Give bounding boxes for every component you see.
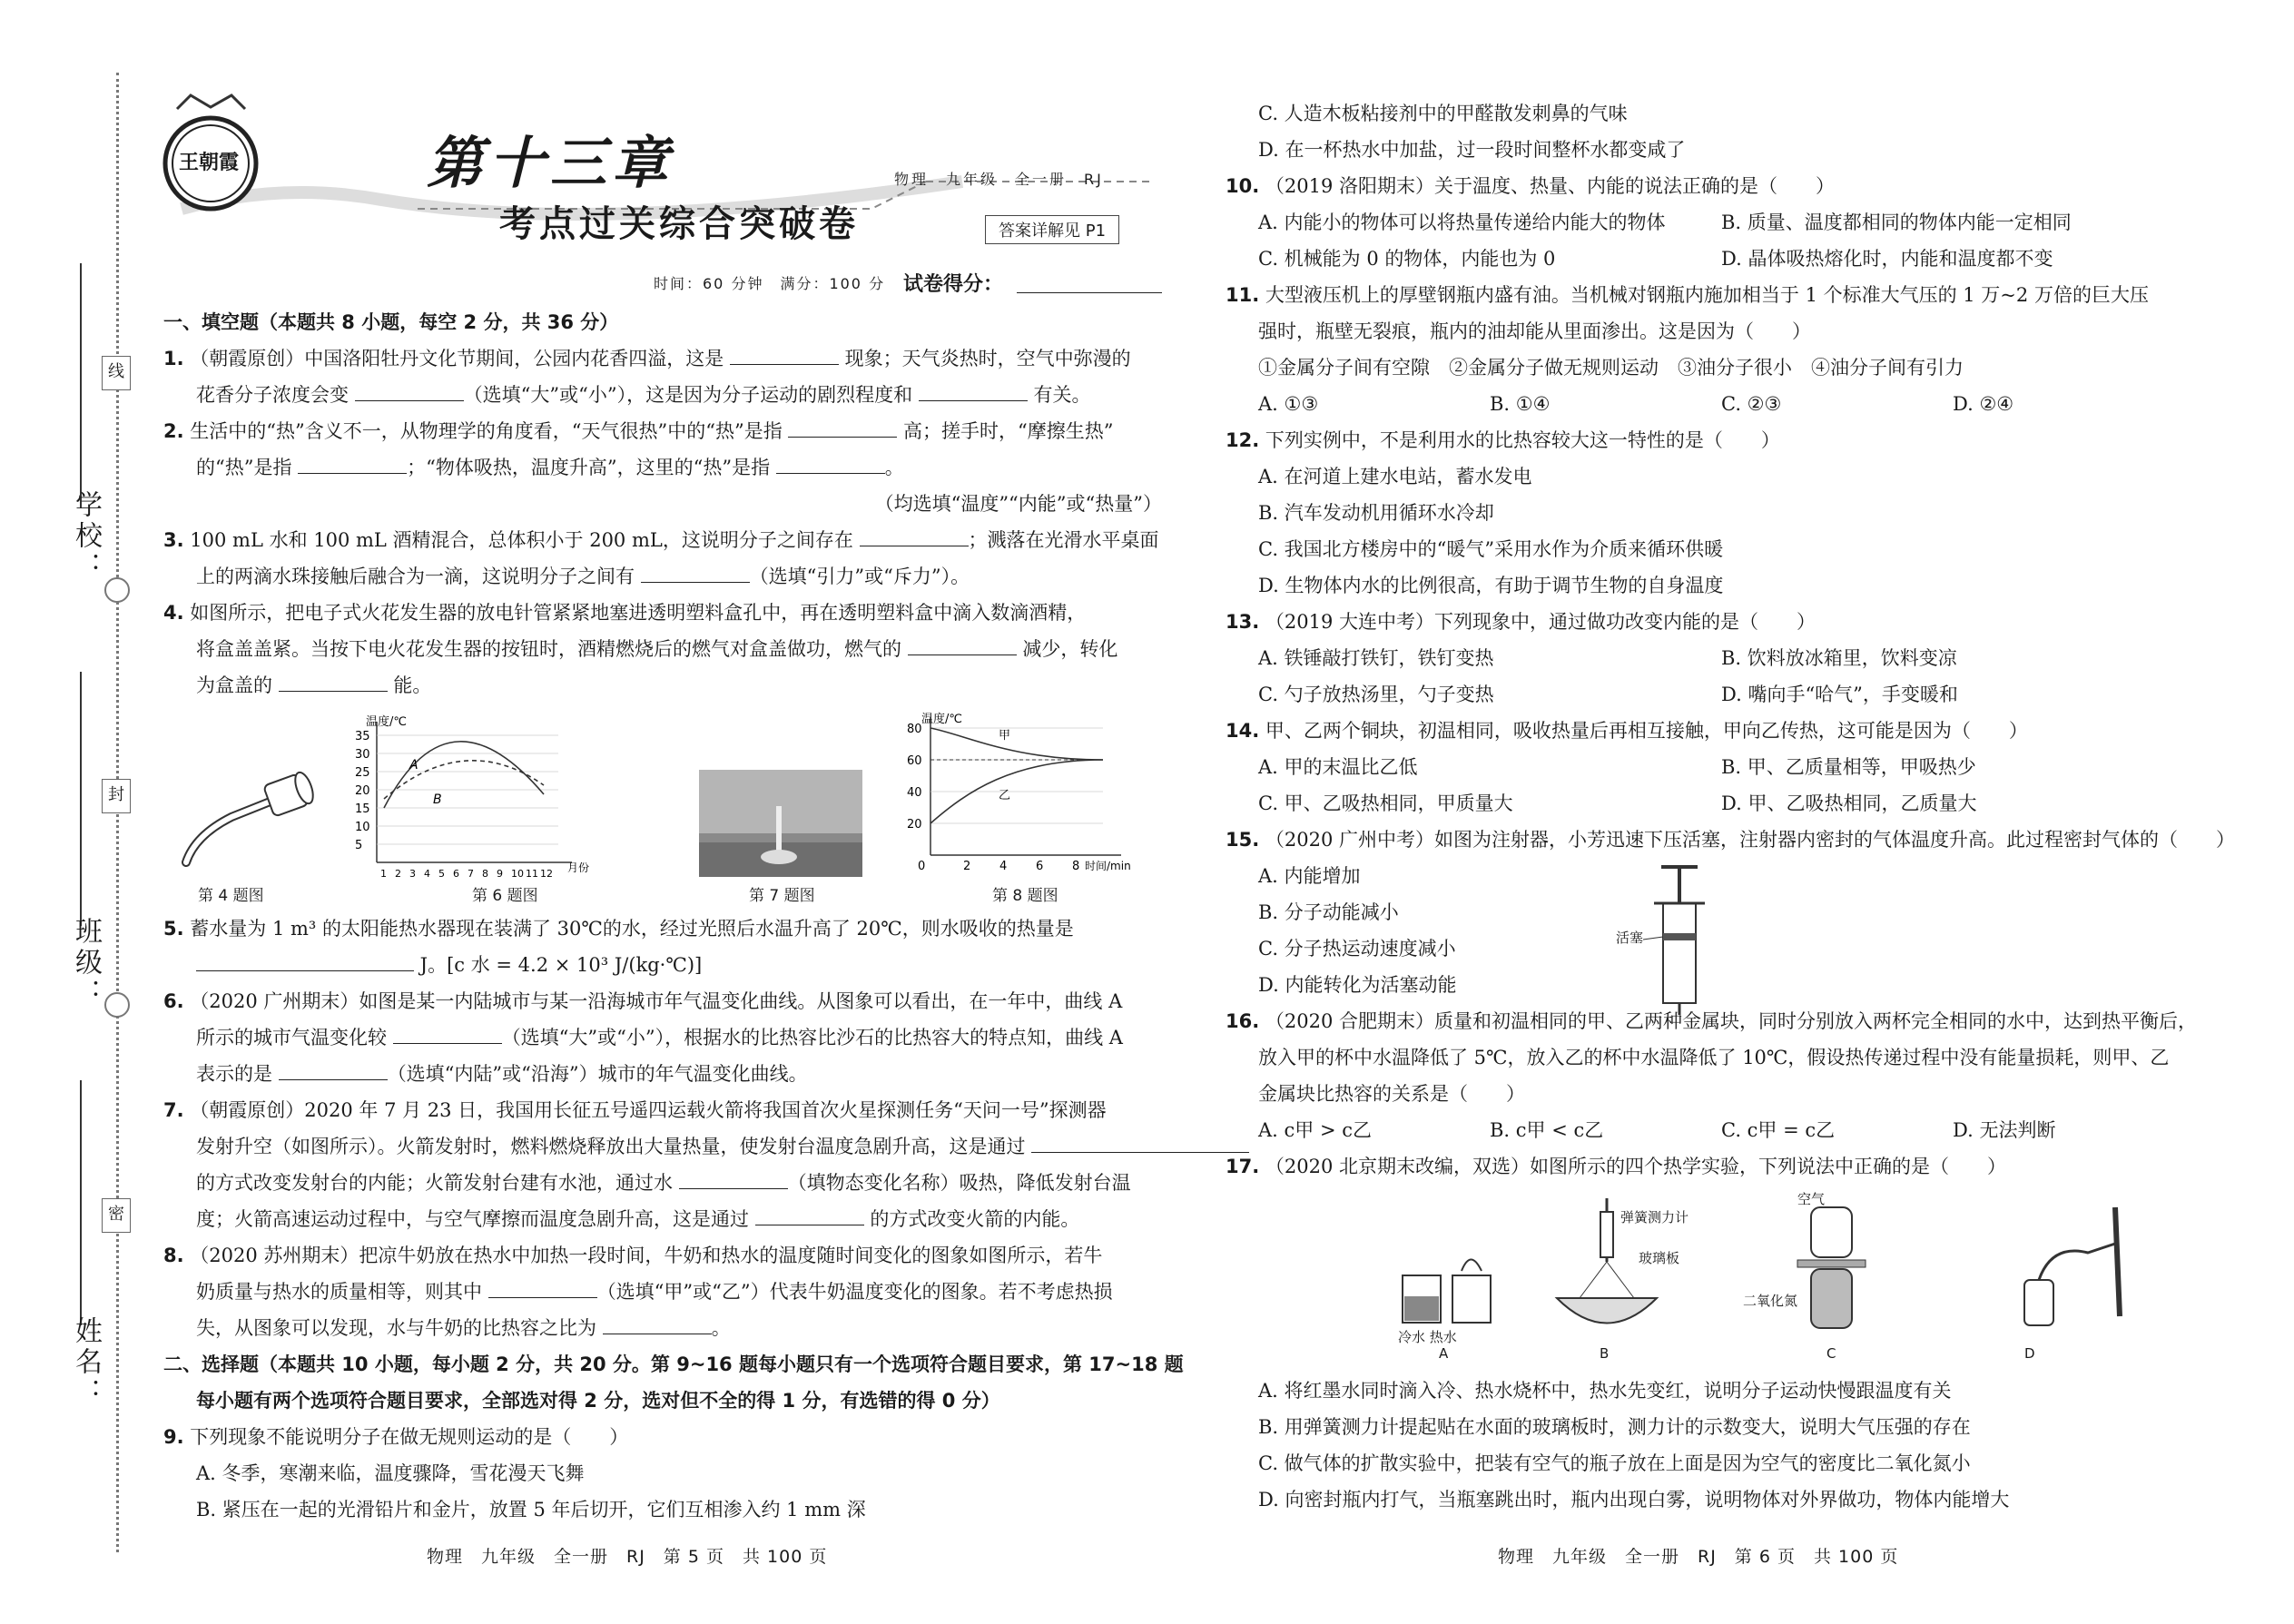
text-line	[1226, 604, 2242, 640]
question-text: 大型液压机上的厚壁钢瓶内盛有油。当机械对钢瓶内施加相当于 1 个标准大气压的 1 万~2 万倍的巨大压	[1265, 284, 2149, 306]
text-line	[1226, 1148, 2242, 1185]
text-line	[163, 377, 1162, 413]
x-axis-label: 时间/min	[1085, 860, 1131, 872]
question-9-option-a: A. 冬季，寒潮来临，温度骤降，雪花漫天飞舞	[196, 1462, 585, 1484]
section-choice-note: 每小题有两个选项符合题目要求，全部选对得 2 分，选对但不全的得 1 分，有选错的得 0 分）	[196, 1390, 1000, 1412]
y-tick-label: 20	[355, 784, 370, 798]
option-text: B. 甲、乙质量相等，甲吸热少	[1721, 756, 1976, 778]
text-line	[163, 486, 1162, 522]
question-text: （选填“内陆”或“沿海”）城市的年气温变化曲线。	[387, 1063, 808, 1085]
x-tick-label: 4	[999, 860, 1008, 873]
question-text: 的“热”是指	[196, 457, 299, 478]
fig17-letter-b: B	[1600, 1345, 1610, 1362]
option-text: A. ①③	[1258, 393, 1319, 415]
question-text: 的方式改变火箭的内能。	[863, 1208, 1080, 1230]
question-text: （2020 北京期末改编，双选）如图所示的四个热学实验，下列说法中正确的是（ ）	[1265, 1156, 2007, 1177]
question-text: B. 汽车发动机用循环水冷却	[1258, 502, 1494, 524]
chapter-title: 第十三章	[427, 130, 674, 196]
choice-questions-9-17	[1226, 95, 2242, 1185]
question-number: 14.	[1226, 720, 1260, 742]
left-column	[163, 304, 1162, 704]
text-line	[163, 595, 1162, 631]
option-text: D. 甲、乙吸热相同，乙质量大	[1721, 792, 1977, 814]
question-text: 奶质量与热水的质量相等，则其中	[196, 1281, 488, 1303]
x-tick-label: 3	[409, 868, 416, 880]
question-number: 2.	[163, 420, 184, 442]
text-line	[1226, 567, 2242, 604]
option-text: D. 晶体吸热熔化时，内能和温度都不变	[1721, 248, 2053, 270]
text-line	[163, 522, 1162, 558]
x-tick-label: 5	[438, 868, 445, 880]
chart-q6	[340, 713, 590, 885]
option-text: B. 质量、温度都相同的物体内能一定相同	[1721, 212, 2072, 233]
answer-blank[interactable]	[755, 1205, 864, 1225]
option-text: C. c甲 = c乙	[1721, 1119, 1836, 1141]
syringe-piston-label: 活塞	[1616, 930, 1644, 946]
y-tick-label: 5	[355, 839, 363, 852]
y-tick-label: 25	[355, 766, 370, 780]
text-line	[1226, 241, 2242, 277]
text-line	[163, 1056, 1162, 1092]
text-line	[163, 340, 1162, 377]
question-number: 10.	[1226, 175, 1260, 197]
answer-blank[interactable]	[730, 344, 839, 365]
question-17-options	[1226, 1373, 2242, 1518]
answer-blank[interactable]	[488, 1277, 597, 1298]
text-line	[1226, 313, 2242, 349]
curve-b-label: B	[433, 792, 442, 807]
question-text: 度；火箭高速运动过程中，与空气摩擦而温度急剧升高，这是通过	[196, 1208, 755, 1230]
question-text: （选填“大”或“小”），根据水的比热容比沙石的比热容大的特点知，曲线 A	[501, 1027, 1123, 1048]
fill-questions-5-8	[163, 910, 1162, 1346]
text-line	[1226, 458, 2242, 495]
text-line	[1226, 822, 2242, 858]
text-line	[163, 1274, 1162, 1310]
score-label: 试卷得分：	[903, 273, 1004, 296]
ring-mark	[104, 577, 130, 603]
text-line	[1226, 1112, 2242, 1148]
text-line	[163, 1128, 1162, 1165]
answer-blank[interactable]	[305, 950, 414, 971]
fig17-b-glass-label: 玻璃板	[1639, 1250, 1680, 1266]
caption-fig6: 第 6 题图	[472, 887, 538, 905]
q17-option-a: A. 将红墨水同时滴入冷、热水烧杯中，热水先变红，说明分子运动快慢跟温度有关	[1258, 1380, 1952, 1402]
text-line	[163, 1019, 1162, 1056]
x-tick-label: 11	[526, 868, 538, 880]
x-tick-label: 6	[1036, 860, 1044, 873]
question-text: A. 在河道上建水电站，蓄水发电	[1258, 466, 1532, 487]
text-line	[1226, 640, 2242, 676]
question-text: D. 在一杯热水中加盐，过一段时间整杯水都变咸了	[1258, 139, 1686, 161]
question-number: 16.	[1226, 1010, 1260, 1032]
fig17-letter-c: C	[1826, 1345, 1836, 1362]
fill-questions-1-4	[163, 340, 1162, 704]
x-tick-label: 8	[482, 868, 488, 880]
x-tick-label: 12	[540, 868, 553, 880]
question-number: 17.	[1226, 1156, 1260, 1177]
class-underline	[80, 672, 82, 926]
question-text: C. 分子热运动速度减小	[1258, 938, 1456, 960]
fig17-b-spring-label: 弹簧测力计	[1620, 1209, 1689, 1225]
question-text: 金属块比热容的关系是（ ）	[1258, 1083, 1525, 1105]
question-number: 15.	[1226, 829, 1260, 851]
origin-label: 0	[918, 860, 926, 873]
text-line	[1226, 132, 2242, 168]
question-number: 4.	[163, 602, 184, 624]
question-text: 。	[711, 1317, 731, 1339]
question-number: 9.	[163, 1426, 184, 1448]
question-text: ；溅落在光滑水平桌面	[968, 529, 1159, 551]
caption-fig7: 第 7 题图	[749, 887, 815, 905]
x-axis-label: 月份	[567, 861, 590, 874]
question-9-stem: 下列现象不能说明分子在做无规则运动的是（ ）	[190, 1426, 629, 1448]
text-line	[163, 631, 1162, 667]
x-tick-label: 4	[424, 868, 430, 880]
question-text: 蓄水量为 1 m³ 的太阳能热水器现在装满了 30℃的水，经过光照后水温升高了 20℃，则水吸收的热量是	[190, 918, 1074, 940]
question-text: A. 内能增加	[1258, 865, 1361, 887]
experiments-illustration	[1398, 1189, 2151, 1362]
school-label: 学校：	[70, 490, 102, 583]
y-tick-label: 35	[355, 730, 370, 743]
question-number: 1.	[163, 348, 184, 369]
figure-4-spark-generator	[177, 763, 322, 871]
option-text: B. c甲 < c乙	[1490, 1119, 1604, 1141]
question-text: 发射升空（如图所示）。火箭发射时，燃料燃烧释放出大量热量，使发射台温度急剧升高，这是通过	[196, 1136, 1032, 1157]
x-tick-label: 2	[963, 860, 971, 873]
page-footer-left: 物理 九年级 全一册 RJ 第 5 页 共 100 页	[427, 1547, 828, 1567]
question-text: 的方式改变发射台的内能；火箭发射台建有水池，通过水	[196, 1172, 679, 1194]
text-line	[163, 449, 1162, 486]
question-text: A. 甲的末温比乙低	[1258, 756, 1418, 778]
text-line	[1226, 495, 2242, 531]
option-text: B. 饮料放冰箱里，饮料变凉	[1721, 647, 1957, 669]
x-tick-label: 8	[1072, 860, 1080, 873]
question-text: D. 生物体内水的比例很高，有助于调节生物的自身温度	[1258, 575, 1724, 596]
option-text: D. ②④	[1953, 393, 2014, 415]
question-text: 。	[884, 457, 904, 478]
time-score-info: 时间：60 分钟 满分：100 分	[654, 275, 886, 292]
option-text: D. 无法判断	[1953, 1119, 2056, 1141]
cut-mark-seal: 封	[102, 779, 131, 813]
right-column	[1226, 95, 2242, 1185]
question-text: C. 甲、乙吸热相同，甲质量大	[1258, 792, 1513, 814]
question-text: C. 机械能为 0 的物体，内能也为 0	[1258, 248, 1556, 270]
question-text: 强时，瓶壁无裂痕，瓶内的油却能从里面渗出。这是因为（ ）	[1258, 320, 1811, 342]
answer-blank[interactable]	[776, 453, 885, 474]
logo-text: 王朝霞	[179, 151, 240, 174]
q17-option-c: C. 做气体的扩散实验中，把装有空气的瓶子放在上面是因为空气的密度比二氧化氮小	[1258, 1452, 1971, 1474]
question-text: 100 mL 水和 100 mL 酒精混合，总体积小于 200 mL，这说明分子之间存在	[190, 529, 860, 551]
answer-blank[interactable]	[355, 380, 464, 401]
section-choice-title: 二、选择题（本题共 10 小题，每小题 2 分，共 20 分。第 9~16 题每小题只有一个选项符合题目要求，第 17~18 题	[163, 1353, 1184, 1375]
question-text: B. 分子动能减小	[1258, 901, 1399, 923]
text-line	[1226, 531, 2242, 567]
q17-option-b: B. 用弹簧测力计提起贴在水面的玻璃板时，测力计的示数变大，说明大气压强的存在	[1258, 1416, 1971, 1438]
question-text: （选填“大”或“小”），这是因为分子运动的剧烈程度和	[463, 384, 919, 406]
text-line	[163, 1310, 1162, 1346]
text-line	[1226, 422, 2242, 458]
text-line	[163, 947, 1162, 983]
page-footer-right: 物理 九年级 全一册 RJ 第 6 页 共 100 页	[1498, 1547, 1899, 1567]
question-text: C. 人造木板粘接剂中的甲醛散发刺鼻的气味	[1258, 103, 1628, 124]
answer-blank[interactable]	[196, 950, 305, 971]
y-tick-label: 10	[355, 821, 370, 834]
question-9	[163, 1419, 1162, 1455]
text-line	[163, 1237, 1162, 1274]
chart-q8	[894, 710, 1148, 882]
question-text: 减少，转化	[1016, 638, 1118, 660]
text-line	[1226, 1039, 2242, 1076]
binding-margin	[0, 0, 154, 1624]
question-text: （2020 广州期末）如图是某一内陆城市与某一沿海城市年气温变化曲线。从图象可以看出，在一年中，曲线 A	[190, 990, 1123, 1012]
question-text: 甲、乙两个铜块，初温相同，吸收热量后再相互接触，甲向乙传热，这可能是因为（ ）	[1265, 720, 2028, 742]
text-line	[1226, 95, 2242, 132]
x-tick-label: 10	[511, 868, 524, 880]
question-text: （2020 合肥期末）质量和初温相同的甲、乙两种金属块，同时分别放入两杯完全相同的水中，达到热平衡后，	[1265, 1010, 2198, 1032]
question-text: 现象；天气炎热时，空气中弥漫的	[838, 348, 1131, 369]
answer-blank[interactable]	[1031, 1132, 1140, 1153]
question-text: （选填“甲”或“乙”）代表牛奶温度变化的图象。若不考虑热损	[596, 1281, 1113, 1303]
ring-mark	[104, 992, 130, 1018]
text-line	[1226, 277, 2242, 313]
text-line	[163, 1092, 1162, 1128]
text-line	[163, 1165, 1162, 1201]
question-text: （朝霞原创）中国洛阳牡丹文化节期间，公园内花香四溢，这是	[190, 348, 730, 369]
question-text: （2019 洛阳期末）关于温度、热量、内能的说法正确的是（ ）	[1265, 175, 1836, 197]
text-line	[1226, 349, 2242, 386]
question-9-option-b: B. 紧压在一起的光滑铅片和金片，放置 5 年后切开，它们互相渗入约 1 mm 深	[196, 1499, 866, 1521]
text-line	[1226, 676, 2242, 713]
answer-blank[interactable]	[393, 1023, 502, 1044]
text-line	[163, 558, 1162, 595]
question-text: 花香分子浓度会变	[196, 384, 355, 406]
q17-option-d: D. 向密封瓶内打气，当瓶塞跳出时，瓶内出现白雾，说明物体对外界做功，物体内能增大	[1258, 1489, 2010, 1511]
y-axis-label: 温度/℃	[921, 713, 962, 726]
text-line	[1226, 713, 2242, 749]
question-number: 11.	[1226, 284, 1260, 306]
text-line	[163, 910, 1162, 947]
fig17-letter-a: A	[1439, 1345, 1449, 1362]
book-meta: 物理 九年级 全一册 RJ	[894, 171, 1104, 188]
name-label: 姓名：	[70, 1316, 102, 1409]
curve-a-label: A	[409, 758, 418, 773]
curve-a	[384, 742, 544, 808]
figure-7-rocket-photo	[699, 770, 862, 877]
rocket-photo-image	[699, 770, 862, 877]
text-line	[163, 413, 1162, 449]
question-text: 将盒盖盖紧。当按下电火花发生器的按钮时，酒精燃烧后的燃气对盒盖做功，燃气的	[196, 638, 908, 660]
y-tick-label: 60	[907, 754, 922, 768]
section-fill-title: 一、填空题（本题共 8 小题，每空 2 分，共 36 分）	[163, 311, 619, 333]
question-text: 能。	[387, 674, 432, 696]
chart-q8-svg	[894, 710, 1148, 882]
spark-generator-icon	[177, 763, 322, 871]
answer-blank[interactable]	[679, 1168, 788, 1189]
caption-fig8: 第 8 题图	[992, 887, 1058, 905]
fig17-c-co2-label: 二氧化氮	[1743, 1293, 1798, 1309]
publisher-logo	[159, 91, 263, 218]
fig17-letter-d: D	[2024, 1345, 2035, 1362]
question-number: 5.	[163, 918, 184, 940]
text-line	[163, 1201, 1162, 1237]
question-text: 下列实例中，不是利用水的比热容较大这一特性的是（ ）	[1265, 429, 1780, 451]
question-text: （朝霞原创）2020 年 7 月 23 日，我国用长征五号遥四运载火箭将我国首次火星探测任务“天问一号”探测器	[190, 1099, 1107, 1121]
name-underline	[80, 1080, 82, 1325]
question-text: 放入甲的杯中水温降低了 5℃，放入乙的杯中水温降低了 10℃，假设热传递过程中没有能量损耗，则甲、乙	[1258, 1047, 2170, 1068]
exam-subtitle: 考点过关综合突破卷	[499, 202, 859, 245]
question-text: 表示的是	[196, 1063, 279, 1085]
answer-blank[interactable]	[298, 453, 407, 474]
option-text: B. ①④	[1490, 393, 1551, 415]
question-text: 为盒盖的	[196, 674, 279, 696]
class-label: 班级：	[70, 917, 102, 1009]
curve-jia	[930, 728, 1103, 760]
x-tick-label: 6	[453, 868, 459, 880]
question-text: 生活中的“热”含义不一，从物理学的角度看，“天气很热”中的“热”是指	[190, 420, 789, 442]
school-underline	[80, 263, 82, 508]
question-text: C. 我国北方楼房中的“暖气”采用水作为介质来循环供暖	[1258, 538, 1724, 560]
question-text: 失，从图象可以发现，水与牛奶的比热容之比为	[196, 1317, 603, 1339]
fig17-a-label: 冷水 热水	[1398, 1329, 1457, 1345]
question-text: C. 勺子放热汤里，勺子变热	[1258, 684, 1494, 705]
hint-text: （均选填“温度”“内能”或“热量”）	[874, 493, 1162, 515]
question-text: （2020 苏州期末）把凉牛奶放在热水中加热一段时间，牛奶和热水的温度随时间变化的图象如图所示，若牛	[190, 1245, 1103, 1266]
answer-reference: 答案详解见 P1	[985, 215, 1119, 244]
text-line	[1226, 749, 2242, 785]
question-number: 13.	[1226, 611, 1260, 633]
x-tick-label: 2	[395, 868, 401, 880]
question-text: （2019 大连中考）下列现象中，通过做功改变内能的是（ ）	[1265, 611, 1816, 633]
score-blank	[1017, 292, 1162, 293]
text-line	[163, 983, 1162, 1019]
curve-yi-label: 乙	[999, 789, 1011, 802]
left-column-lower	[163, 910, 1184, 1528]
question-text: ；“物体吸热，温度升高”，这里的“热”是指	[407, 457, 776, 478]
answer-blank[interactable]	[279, 1059, 388, 1080]
question-text: （选填“引力”或“斥力”）。	[749, 566, 970, 587]
text-line	[1226, 386, 2242, 422]
cut-mark-line: 线	[102, 356, 131, 390]
y-tick-label: 40	[907, 786, 922, 800]
question-text: 如图所示，把电子式火花发生器的放电针管紧紧地塞进透明塑料盒孔中，再在透明塑料盒中滴入数滴酒精，	[190, 602, 1087, 624]
text-line	[163, 667, 1162, 704]
option-text: C. ②③	[1721, 393, 1782, 415]
question-text: （2020 广州中考）如图为注射器，小芳迅速下压活塞，注射器内密封的气体温度升高。此过程密封气体的（ ）	[1265, 829, 2236, 851]
question-number: 3.	[163, 529, 184, 551]
curve-jia-label: 甲	[999, 729, 1011, 743]
answer-blank[interactable]	[860, 526, 969, 546]
question-text: A. 内能小的物体可以将热量传递给内能大的物体	[1258, 212, 1666, 233]
x-tick-label: 7	[468, 868, 474, 880]
curve-b	[384, 761, 544, 799]
answer-blank[interactable]	[788, 417, 897, 438]
y-tick-label: 80	[907, 723, 922, 736]
answer-blank[interactable]	[919, 380, 1028, 401]
answer-blank[interactable]	[279, 671, 388, 692]
option-text: A. c甲 > c乙	[1258, 1119, 1372, 1141]
question-text: ①金属分子间有空隙 ②金属分子做无规则运动 ③油分子很小 ④油分子间有引力	[1258, 357, 1964, 379]
option-text: D. 嘴向手“哈气”，手变暖和	[1721, 684, 1958, 705]
y-axis-label: 温度/℃	[366, 715, 407, 729]
question-text: 有关。	[1027, 384, 1091, 406]
y-tick-label: 15	[355, 802, 370, 816]
question-number: 6.	[163, 990, 184, 1012]
answer-blank[interactable]	[908, 635, 1017, 655]
fig17-c-air-label: 空气	[1797, 1191, 1826, 1207]
figure-15-syringe	[1616, 862, 1743, 1017]
y-tick-label: 20	[907, 818, 922, 832]
x-tick-label: 9	[497, 868, 503, 880]
question-text: A. 铁锤敲打铁钉，铁钉变热	[1258, 647, 1494, 669]
question-text: （填物态变化名称）吸热，降低发射台温	[787, 1172, 1131, 1194]
y-tick-label: 30	[355, 748, 370, 762]
question-number: 12.	[1226, 429, 1260, 451]
question-number: 8.	[163, 1245, 184, 1266]
question-text: 上的两滴水珠接触后融合为一滴，这说明分子之间有	[196, 566, 641, 587]
chart-q6-svg	[340, 713, 590, 885]
x-tick-label: 1	[380, 868, 387, 880]
question-text: 所示的城市气温变化较	[196, 1027, 393, 1048]
text-line	[1226, 1076, 2242, 1112]
cut-mark-secret: 密	[102, 1198, 131, 1233]
text-line	[1226, 785, 2242, 822]
text-line	[1226, 204, 2242, 241]
question-text: J。[c 水 = 4.2 × 10³ J/(kg·℃)]	[414, 954, 703, 976]
question-text: 高；搓手时，“摩擦生热”	[897, 420, 1114, 442]
caption-fig4: 第 4 题图	[198, 887, 264, 905]
figure-17-experiments	[1398, 1189, 2151, 1362]
text-line	[1226, 168, 2242, 204]
question-text: D. 内能转化为活塞动能	[1258, 974, 1457, 996]
question-number: 7.	[163, 1099, 184, 1121]
answer-blank[interactable]	[603, 1314, 712, 1334]
answer-blank[interactable]	[641, 562, 750, 583]
